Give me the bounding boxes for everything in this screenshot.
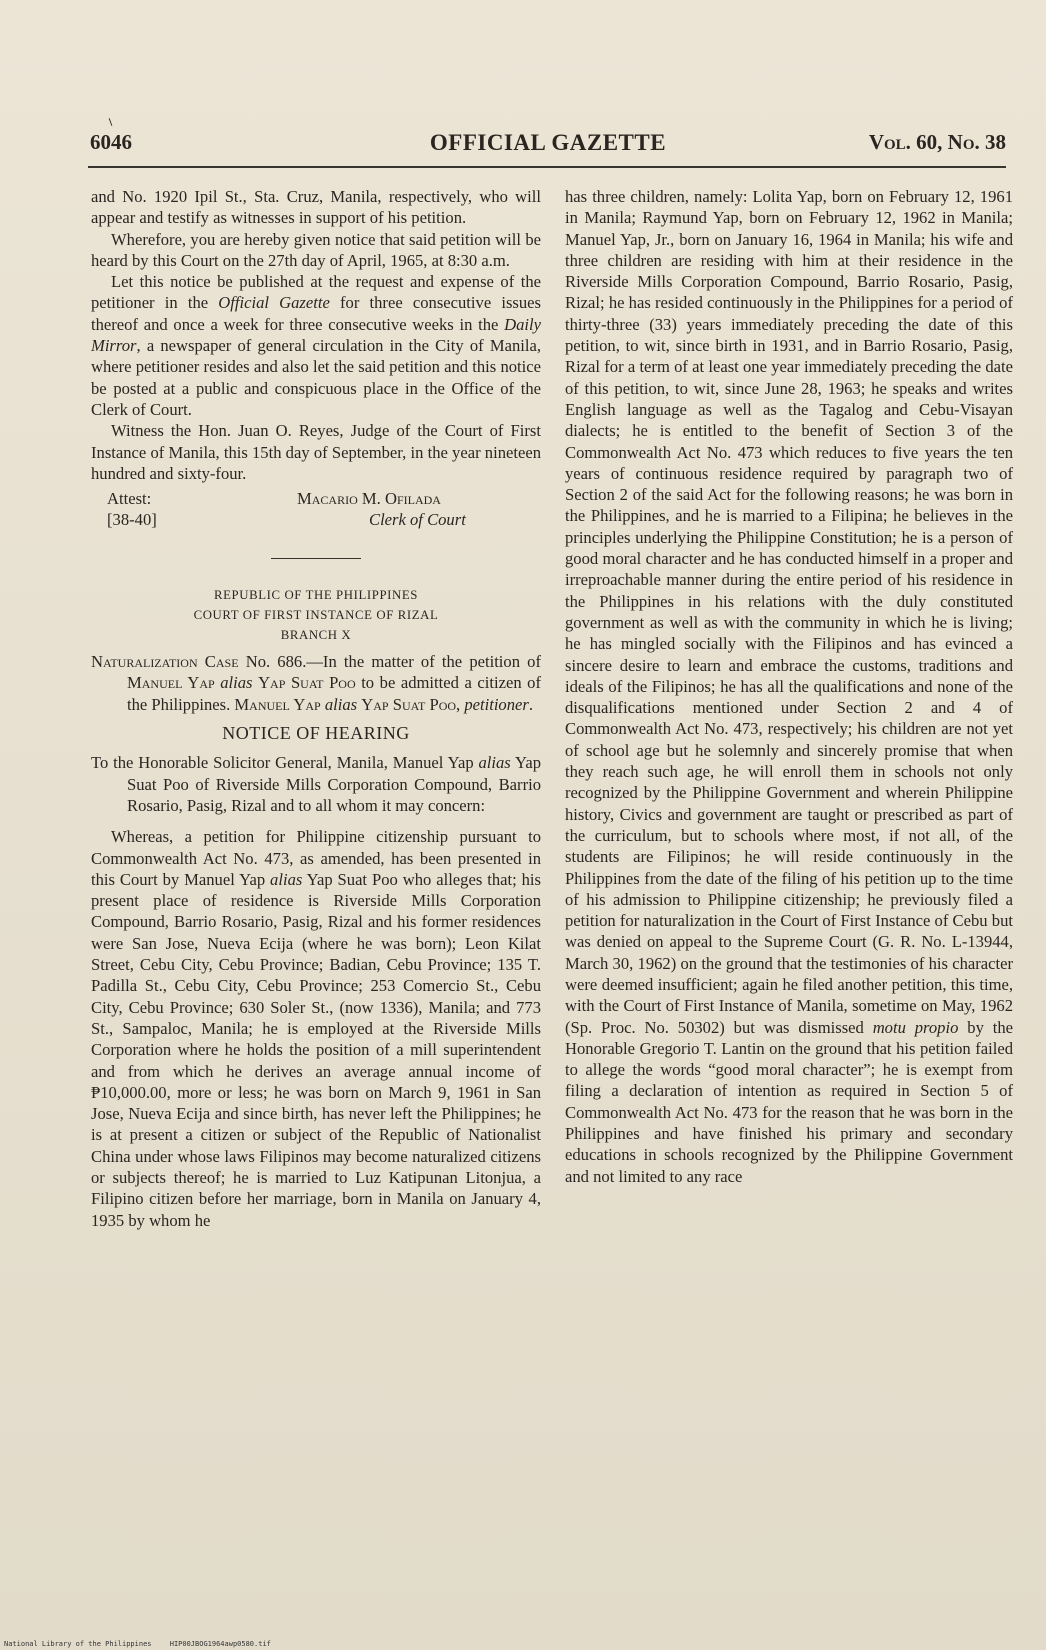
clerk-title: Clerk of Court xyxy=(369,510,466,530)
scan-footer xyxy=(4,1640,285,1648)
paragraph-publication: Let this notice be published at the request and expense of the petitioner in the Official Gazette for three consecutive issues thereof and once a week for three consecutive weeks in the Daily Mirror, a newspaper of general circulation in the City of Manila, where petitioner resides and also let the said petition and this notice be posted at a public and conspicuous place in the Office of the Clerk of Court. xyxy=(91,272,541,419)
court-heading-branch: BRANCH X xyxy=(280,628,352,643)
attest-label: Attest: xyxy=(107,489,152,509)
paragraph-whereas: Whereas, a petition for Philippine citizenship pursuant to Commonwealth Act No. 473, as amended, has been presented in this Court by Manuel Yap alias Yap Suat Poo who alleges that; his present place of residence is Riverside Mills Corporation Compound, Barrio Rosario, Pasig, Rizal and his former residences were San Jose, Nueva Ecija (where he was born); Leon Kilat Street, Cebu City, Cebu Province; Badian, Cebu Province; 135 T. Padilla St., Cebu City, Cebu Province; 253 Comercio St., Cebu City, Cebu Province; 630 Soler St., (now 1336), Manila; and 773 St., Sampaloc, Manila; he is employed at the Riverside Mills Corporation where he holds the position of a mill superintendent and from which he derives an average annual income of ₱10,000.00, more or less; he was born on March 9, 1961 in San Jose, Nueva Ecija and since birth, has never left the Philippines; he is at present a citizen or subject of the Republic of Nationalist China under whose laws Filipinos may become naturalized citizens or subjects thereof; he is married to Luz Katipunan Litonjua, a Filipino citizen before her marriage, born in Manila on January 4, 1935 by whom he xyxy=(91,827,541,1230)
footer-library: National Library of the Philippines xyxy=(4,1640,152,1648)
notice-title: NOTICE OF HEARING xyxy=(222,723,410,744)
case-caption: Naturalization Case No. 686.—In the matter of the petition of Manuel Yap alias Yap Suat Poo to be admitted a citizen of the Philippines. Manuel Yap alias Yap Suat Poo, petitioner. xyxy=(91,652,542,714)
ink-mark xyxy=(109,118,113,126)
paragraph-witness-judge: Witness the Hon. Juan O. Reyes, Judge of the Court of First Instance of Manila, this 15th day of September, in the year nineteen hundred and sixty-four. xyxy=(91,421,541,483)
paragraph-continuation: has three children, namely: Lolita Yap, born on February 12, 1961 in Manila; Raymund Yap, born on February 12, 1962 in Manila; Manuel Yap, Jr., born on January 16, 1964 in Manila; his wife and three children are residing with him at their residence in the Riverside Mills Corporation Compound, Barrio Rosario, Pasig, Rizal; he has resided continuously in the Philippines for a period of thirty-three (33) years immediately preceding the date of this petition, to wit, since birth in 1931, and in Barrio Rosario, Pasig, Rizal for a term of at least one year immediately preceding the date of this petition, to wit, since June 28, 1963; he speaks and writes English language as well as the Tagalog and Cebu-Visayan dialects; he is entitled to the benefit of Section 3 of the Commonwealth Act No. 473 which reduces to five years the ten years of continuous residence required by paragraph two of Section 2 of the said Act for the following reasons; he was born in the Philippines, and he is married to a Filipina; he believes in the principles underlying the Philippine Constitution; he is a person of good moral character and he has conducted himself in a proper and irreproachable manner during the entire period of his residence in the Philippines in his relations with the duly constituted government as well as with the community in which he is living; he has mingled socially with the Filipinos and has evinced a sincere desire to learn and embrace the customs, traditions and ideals of the Filipinos; he has all the qualifications and none of the disqualifications mentioned under Section 2 and 4 of Commonwealth Act No. 473, respectively; his children are not yet of school age but he solemnly and sincerely promise that when they reach such age, he will enroll them in schools not only recognized by the Philippine Government and wherein Philippine history, Civics and government are taught or prescribed as part of the curriculum, but to schools where most, if not all, of the students are Filipinos; he will reside continuously in the Philippines from the date of the filing of his petition up to the time of his admission to Philippine citizenship; he previously filed a petition for naturalization in the Court of First Instance of Cebu but was denied on appeal to the Supreme Court (G. R. No. L-13944, March 30, 1962) on the ground that the testimonies of his character were deemed insufficient; again he filed another petition, this time, with the Court of First Instance of Manila, sometime on May, 1962 (Sp. Proc. No. 50302) but was dismissed motu propio by the Honorable Gregorio T. Lantin on the ground that his petition failed to allege the words “good moral character”; he is exempt from filing a declaration of intention as required in Section 5 of Commonwealth Act No. 473 for the reason that he was born in the Philippines and have finished his primary and secondary educations in schools recognized by the Philippine Government and not limited to any race xyxy=(565,187,1013,1186)
left-column xyxy=(91,186,541,1231)
volume-issue: Vol. 60, No. 38 xyxy=(868,130,1006,154)
signature-block xyxy=(91,488,541,536)
publication-title: OFFICIAL GAZETTE xyxy=(429,130,667,155)
court-heading xyxy=(91,585,541,645)
paragraph-witnesses: and No. 1920 Ipil St., Sta. Cruz, Manila, respectively, who will appear and testify as witnesses in support of his petition. xyxy=(91,187,541,228)
court-heading-republic: REPUBLIC OF THE PHILIPPINES xyxy=(213,588,419,603)
section-divider xyxy=(271,558,361,559)
issue-reference: [38-40] xyxy=(107,510,157,530)
footer-filename: HIP00JBOG1964awp0580.tif xyxy=(169,1640,271,1648)
right-column xyxy=(565,186,1013,1187)
paragraph-hearing-date: Wherefore, you are hereby given notice that said petition will be heard by this Court on the 27th day of April, 1965, at 8:30 a.m. xyxy=(91,229,541,270)
page-header xyxy=(90,130,1006,170)
header-rule xyxy=(88,166,1006,168)
clerk-name: Macario M. Ofilada xyxy=(297,489,441,509)
page-number: 6046 xyxy=(90,130,132,154)
addressees: To the Honorable Solicitor General, Manila, Manuel Yap alias Yap Suat Poo of Riverside Mills Corporation Compound, Barrio Rosario, Pasig, Rizal and to all whom it may concern: xyxy=(91,753,541,815)
court-heading-court: COURT OF FIRST INSTANCE OF RIZAL xyxy=(193,608,439,623)
